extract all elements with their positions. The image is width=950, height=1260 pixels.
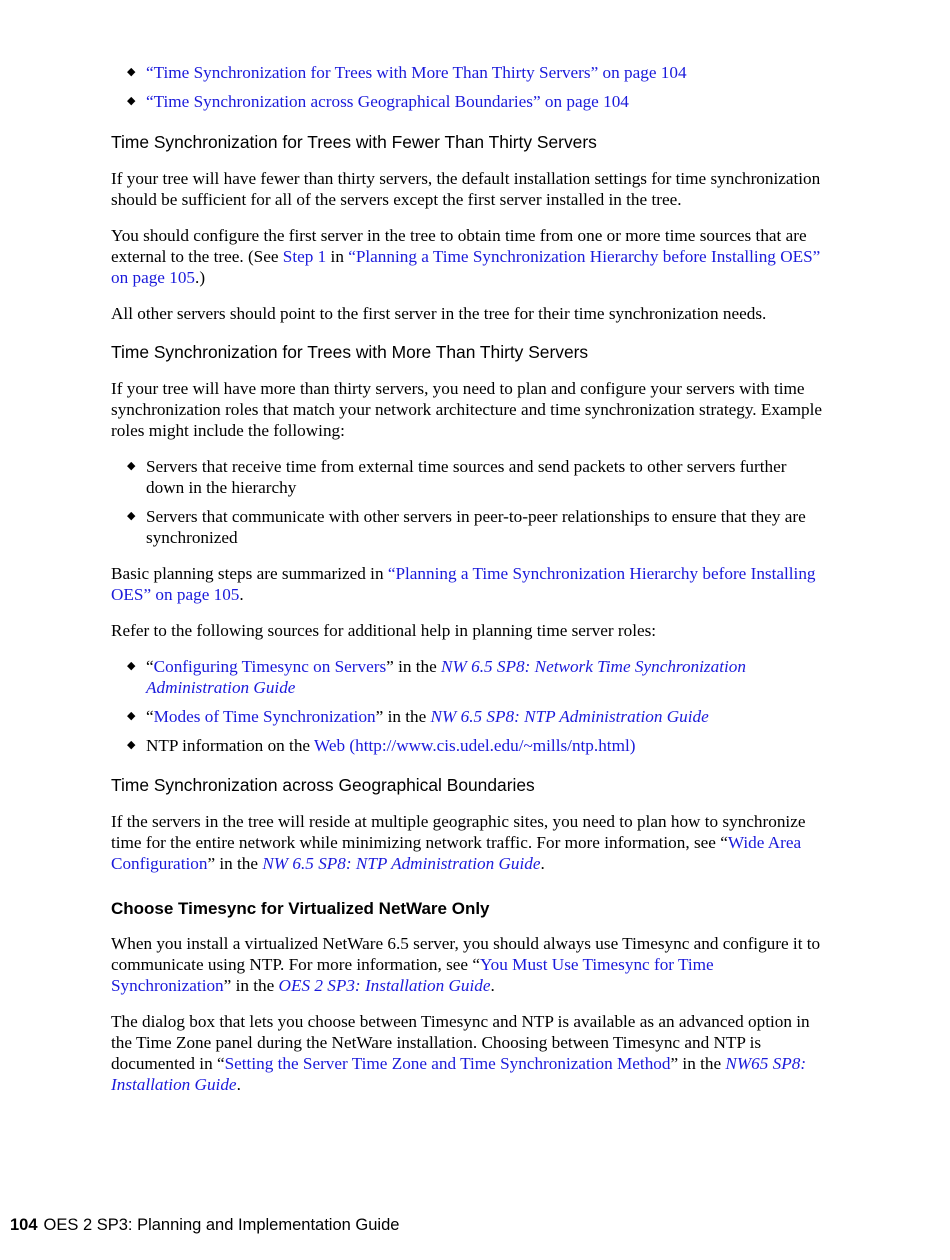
- link-network-time-sync-guide[interactable]: NW 6.5 SP8: Network Time Synchronization Administration Guide: [146, 657, 746, 697]
- text: ” in the: [670, 1054, 726, 1073]
- page-footer: [10, 1215, 399, 1236]
- text: “: [146, 657, 154, 676]
- link-ntp-admin-guide[interactable]: NW 6.5 SP8: NTP Administration Guide: [262, 854, 541, 873]
- list-item: [111, 656, 823, 698]
- bullet-icon: ◆: [127, 510, 136, 522]
- link-geographical-boundaries[interactable]: “Time Synchronization across Geographical Boundaries” on page 104: [146, 92, 629, 111]
- paragraph: [111, 933, 823, 996]
- list-item-text: Servers that receive time from external time sources and send packets to other servers further down in the hierarchy: [146, 457, 787, 497]
- list-item: [111, 62, 823, 83]
- link-oes-installation-guide[interactable]: OES 2 SP3: Installation Guide: [278, 976, 491, 995]
- heading-fewer-than-thirty: Time Synchronization for Trees with Fewer Than Thirty Servers: [111, 132, 597, 152]
- text: ” in the: [386, 657, 442, 676]
- link-setting-server-time-zone[interactable]: Setting the Server Time Zone and Time Synchronization Method: [224, 1054, 671, 1073]
- list-item: [111, 91, 823, 112]
- text: Basic planning steps are summarized in: [111, 564, 388, 583]
- link-planning-hierarchy[interactable]: “Planning a Time Synchronization Hierarchy before Installing OES” on page 105: [111, 564, 816, 604]
- link-must-use-timesync[interactable]: You Must Use Timesync for Time Synchronization: [111, 955, 714, 995]
- top-link-list: [111, 62, 823, 112]
- list-item-text: Servers that communicate with other servers in peer-to-peer relationships to ensure that they are synchronized: [146, 507, 806, 547]
- text: .: [236, 1075, 241, 1094]
- bullet-icon: ◆: [127, 710, 136, 722]
- text: The dialog box that lets you choose between Timesync and NTP is available as an advanced option in the Time Zone panel during the NetWare installation. Choosing between Timesync and NTP is documented in “: [111, 1012, 810, 1073]
- text: .: [490, 976, 495, 995]
- list-item: [111, 456, 823, 498]
- text: in: [326, 247, 349, 266]
- footer-title: OES 2 SP3: Planning and Implementation Guide: [43, 1216, 400, 1234]
- bullet-icon: ◆: [127, 95, 136, 107]
- link-ntp-web[interactable]: Web (http://www.cis.udel.edu/~mills/ntp.html): [314, 736, 636, 755]
- text: ” in the: [207, 854, 263, 873]
- text: “: [146, 707, 154, 726]
- bullet-icon: ◆: [127, 66, 136, 78]
- link-modes-of-time-sync[interactable]: Modes of Time Synchronization: [153, 707, 376, 726]
- text: .: [540, 854, 545, 873]
- page-number: 104: [10, 1216, 38, 1234]
- paragraph: All other servers should point to the first server in the tree for their time synchronization needs.: [111, 304, 767, 323]
- text: ” in the: [375, 707, 431, 726]
- list-item: [111, 506, 823, 548]
- heading-more-than-thirty: Time Synchronization for Trees with More Than Thirty Servers: [111, 342, 589, 362]
- text: NTP information on the: [146, 736, 315, 755]
- bullet-icon: ◆: [127, 739, 136, 751]
- text: When you install a virtualized NetWare 6.5 server, you should always use Timesync and configure it to communicate using NTP. For more information, see “: [111, 934, 821, 974]
- paragraph: [111, 811, 823, 874]
- bullet-icon: ◆: [127, 660, 136, 672]
- roles-list: [111, 456, 823, 548]
- paragraph: Refer to the following sources for additional help in planning time server roles:: [111, 621, 657, 640]
- link-more-than-thirty[interactable]: “Time Synchronization for Trees with More Than Thirty Servers” on page 104: [146, 63, 687, 82]
- list-item: [111, 735, 823, 756]
- paragraph: [111, 225, 823, 288]
- text: .: [239, 585, 244, 604]
- link-planning-hierarchy[interactable]: “Planning a Time Synchronization Hierarchy before Installing OES” on page 105: [111, 247, 821, 287]
- text: .): [195, 268, 206, 287]
- paragraph: [111, 563, 823, 605]
- sources-list: [111, 656, 823, 756]
- link-ntp-admin-guide[interactable]: NW 6.5 SP8: NTP Administration Guide: [430, 707, 709, 726]
- link-nw65-installation-guide[interactable]: NW65 SP8: Installation Guide: [111, 1054, 807, 1094]
- heading-choose-timesync: Choose Timesync for Virtualized NetWare Only: [111, 899, 490, 918]
- bullet-icon: ◆: [127, 460, 136, 472]
- list-item: [111, 706, 823, 727]
- page-content: [111, 62, 823, 1095]
- heading-geographical-boundaries: Time Synchronization across Geographical Boundaries: [111, 775, 535, 795]
- link-step-1[interactable]: Step 1: [282, 247, 327, 266]
- paragraph: If your tree will have more than thirty servers, you need to plan and configure your servers with time synchronization roles that match your network architecture and time synchronization strategy. Example roles might include the following:: [111, 379, 822, 440]
- text: If the servers in the tree will reside at multiple geographic sites, you need to plan how to synchronize time for the entire network while minimizing network traffic. For more information, see “: [111, 812, 806, 852]
- text: You should configure the first server in the tree to obtain time from one or more time sources that are external to the tree. (See: [111, 226, 807, 266]
- paragraph: If your tree will have fewer than thirty servers, the default installation settings for time synchronization should be sufficient for all of the servers except the first server installed in the tree.: [111, 169, 821, 209]
- text: ” in the: [223, 976, 279, 995]
- link-configuring-timesync[interactable]: Configuring Timesync on Servers: [153, 657, 387, 676]
- paragraph: [111, 1011, 823, 1095]
- link-wide-area-configuration[interactable]: Wide Area Configuration: [111, 833, 802, 873]
